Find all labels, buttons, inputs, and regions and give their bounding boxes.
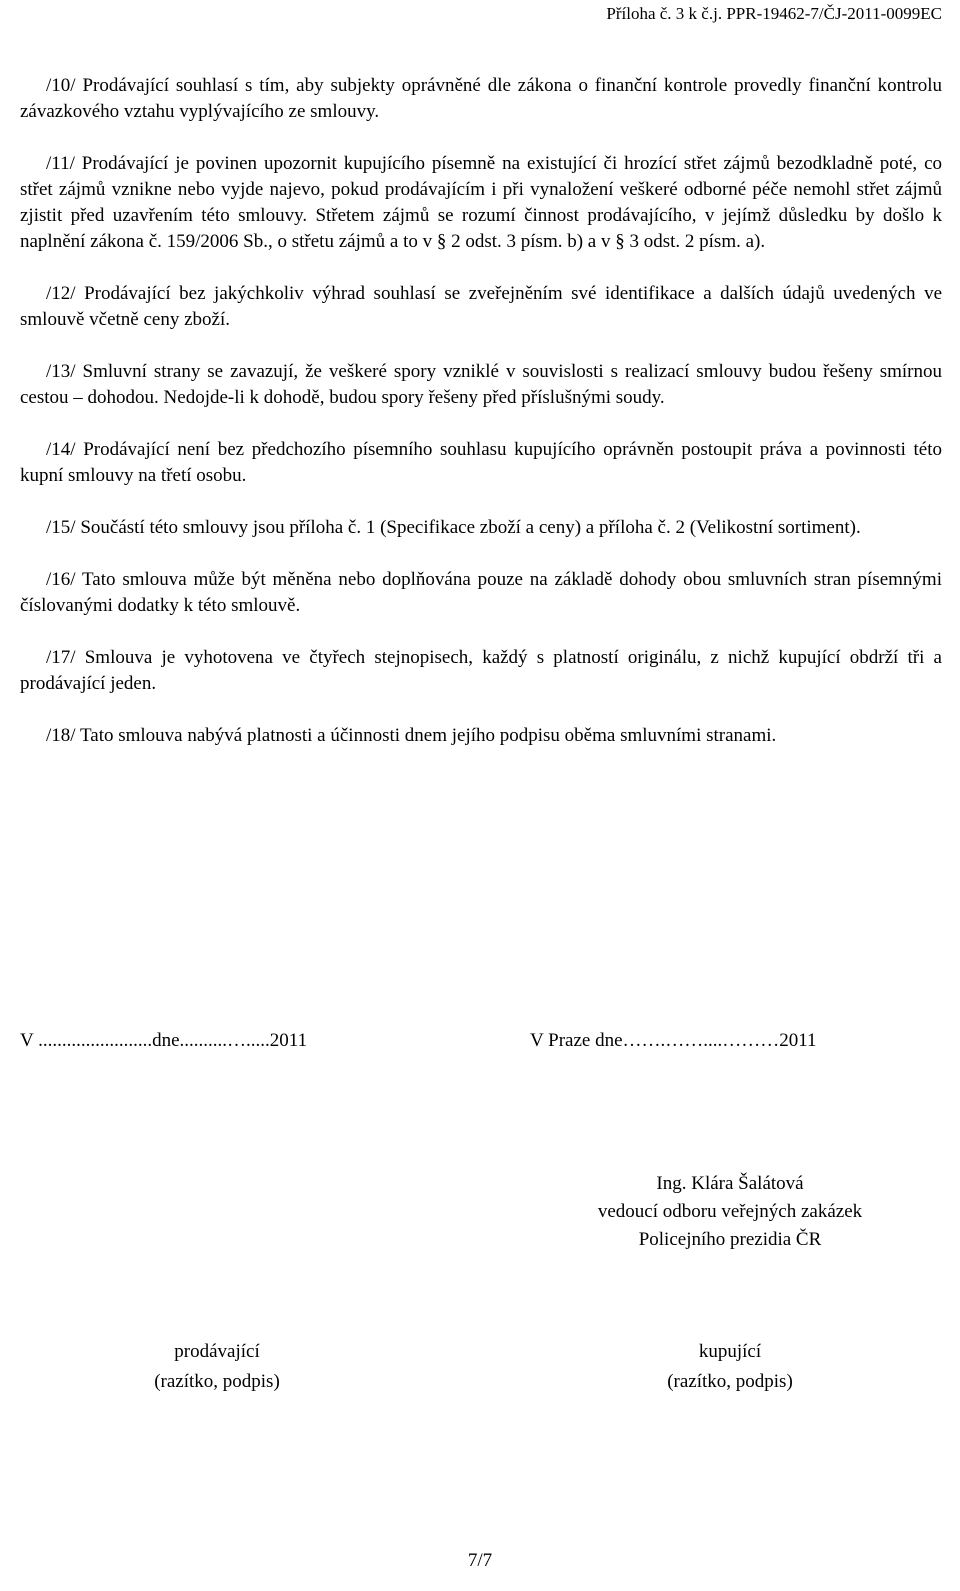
- clause-number: /12/: [46, 283, 76, 304]
- clause-text: Smlouva je vyhotovena ve čtyřech stejnopisech, každý s platností originálu, z nichž kupující obdrží tři a prodávající jeden.: [20, 647, 942, 694]
- clause-16: [20, 567, 942, 619]
- clause-text: Prodávající souhlasí s tím, aby subjekty oprávněné dle zákona o finanční kontrole provedly finanční kontrolu závazkového vztahu vyplývajícího ze smlouvy.: [20, 75, 943, 122]
- clause-text: Smluvní strany se zavazují, že veškeré spory vzniklé v souvislosti s realizací smlouvy budou řešeny smírnou cestou – dohodou. Nedojde-li k dohodě, budou spory řešeny před příslušnými soudy.: [20, 361, 943, 408]
- signatory-name: Ing. Klára Šalátová: [656, 1173, 804, 1194]
- clause-text: Tato smlouva může být měněna nebo doplňována pouze na základě dohody obou smluvních stran písemnými číslovanými dodatky k této smlouvě.: [20, 569, 942, 616]
- signatory-organization: Policejního prezidia ČR: [638, 1229, 822, 1250]
- document-reference: Příloha č. 3 k č.j. PPR-19462-7/ČJ-2011-0099EC: [606, 4, 942, 23]
- clause-number: /18/: [46, 725, 76, 746]
- clause-10: [20, 73, 942, 125]
- clause-15: [20, 515, 942, 541]
- seller-date-line: V ........................dne..........….....2011: [20, 1030, 308, 1051]
- clause-12: [20, 281, 942, 333]
- clause-13: [20, 359, 942, 411]
- signatory-role: vedoucí odboru veřejných zakázek: [597, 1201, 863, 1222]
- page-number: 7/7: [467, 1550, 493, 1571]
- clause-number: /15/: [46, 517, 76, 538]
- clause-17: [20, 645, 942, 697]
- clause-number: /14/: [46, 439, 76, 460]
- clause-text: Prodávající není bez předchozího písemního souhlasu kupujícího oprávněn postoupit práva a povinnosti této kupní smlouvy na třetí osobu.: [20, 439, 943, 486]
- clause-text: Prodávající je povinen upozornit kupujícího písemně na existující či hrozící střet zájmů bezodkladně poté, co střet zájmů vznikne nebo vyjde najevo, pokud prodávajícím i při vynaložení veškeré odborné péče nemohl střet zájmů zjistit před uzavřením této smlouvy. Střetem zájmů se rozumí činnost prodávajícího, v jejímž důsledku by došlo k naplnění zákona č. 159/2006 Sb., o střetu zájmů a to v § 2 odst. 3 písm. b) a v § 3 odst. 2 písm. a).: [20, 153, 943, 252]
- clause-number: /11/: [46, 153, 75, 174]
- buyer-signatory: [490, 1170, 960, 1254]
- clause-14: [20, 437, 942, 489]
- buyer-signature-block: [600, 1337, 860, 1397]
- clause-11: [20, 151, 942, 255]
- clause-number: /16/: [46, 569, 76, 590]
- buyer-label: kupující: [698, 1341, 762, 1362]
- clause-text: Prodávající bez jakýchkoliv výhrad souhlasí se zveřejněním své identifikace a dalších údajů uvedených ve smlouvě včetně ceny zboží.: [20, 283, 943, 330]
- seller-signature-block: [87, 1337, 347, 1397]
- buyer-stamp-note: (razítko, podpis): [667, 1371, 793, 1392]
- contract-clauses: [20, 73, 942, 775]
- seller-stamp-note: (razítko, podpis): [154, 1371, 280, 1392]
- buyer-date-line: V Praze dne…….……....………2011: [530, 1030, 817, 1051]
- clause-text: Součástí této smlouvy jsou příloha č. 1 (Specifikace zboží a ceny) a příloha č. 2 (Velikostní sortiment).: [80, 517, 861, 538]
- clause-18: [20, 723, 942, 749]
- seller-label: prodávající: [174, 1341, 260, 1362]
- clause-number: /10/: [46, 75, 76, 96]
- clause-number: /13/: [46, 361, 76, 382]
- clause-number: /17/: [46, 647, 76, 668]
- clause-text: Tato smlouva nabývá platnosti a účinnosti dnem jejího podpisu oběma smluvními stranami.: [79, 725, 777, 746]
